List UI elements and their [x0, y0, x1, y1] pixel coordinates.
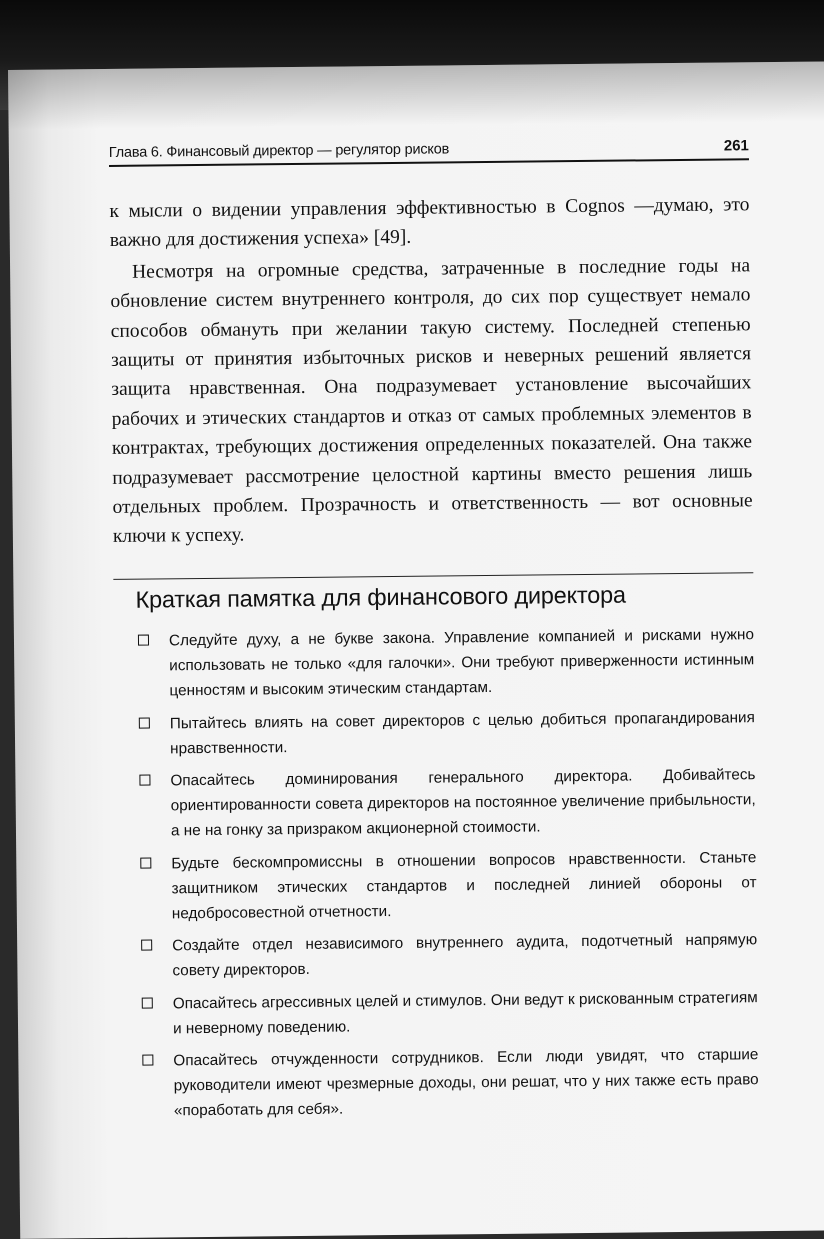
checkbox-icon: [142, 997, 153, 1008]
checkbox-icon: [139, 717, 150, 728]
page-shade: [8, 61, 824, 130]
checklist-item: [136, 622, 755, 704]
checkbox-icon: [138, 635, 149, 646]
checklist-item: [137, 762, 756, 844]
body-text: [109, 190, 753, 552]
checklist-item-text: Опасайтесь агрессивных целей и стимулов. Они ведут к рискованным стратегиям и неверному поведению.: [172, 988, 758, 1038]
paragraph: Несмотря на огромные средства, затраченные в последние годы на обновление систем внутреннего контроля, до сих пор существует немало способов обмануть при желании такую систему. Последней степенью защиты от принятия избыточных рисков и неверных решений является защита нравственная. Она подразумевает установление высочайших рабочих и этических стандартов и отказ от самых проблемных элементов в контрактах, требующих достижения определенных показателей. Она также подразумевает рассмотрение целостной картины вместо решения лишь отдельных проблем. Прозрачность и ответственность — вот основные ключи к успеху.: [110, 255, 753, 548]
section-title: Краткая памятка для финансового директора: [135, 581, 626, 613]
checklist-item-text: Следуйте духу, а не букве закона. Управление компанией и рисками нужно использовать не только «для галочки». Они требуют приверженности истинным ценностям и высоким этическим стандартам.: [168, 626, 755, 700]
checklist-item: [139, 927, 757, 984]
checkbox-icon: [139, 775, 150, 786]
checkbox-icon: [140, 857, 151, 868]
checkbox-icon: [141, 940, 152, 951]
checklist-item: [140, 1042, 759, 1124]
checklist: [136, 622, 759, 1131]
checklist-item-text: Будьте бескомпромиссны в отношении вопросов нравственности. Станьте защитником этических стандартов и последней линией обороны от недобросовестной отчетности.: [171, 848, 757, 923]
chapter-title: Глава 6. Финансовый директор — регулятор рисков: [108, 141, 450, 161]
checklist-item: [140, 985, 758, 1042]
page-number: 261: [723, 137, 749, 155]
section-divider: [113, 572, 753, 580]
checklist-item-text: Опасайтесь доминирования генерального директора. Добивайтесь ориентированности совета директоров на постоянное увеличение прибыльности, а не на гонку за призраком акционерной стоимости.: [170, 766, 756, 840]
checklist-item: [137, 705, 755, 762]
paragraph-continued: к мысли о видении управления эффективностью в Cognos —думаю, это важно для достижения успеха» [49].: [109, 194, 750, 252]
running-head: [109, 132, 749, 167]
checklist-item-text: Пытайтесь влиять на совет директоров с целью добиться пропагандирования нравственности.: [169, 708, 755, 758]
checklist-item-text: Создайте отдел независимого внутреннего аудита, подотчетный напрямую совету директоров.: [172, 931, 758, 980]
checkbox-icon: [142, 1055, 153, 1066]
book-page: [8, 61, 824, 1238]
checklist-item-text: Опасайтесь отчужденности сотрудников. Если люди увидят, что старшие руководители имеют чрезмерные доходы, они решат, что у них также есть право «поработать для себя».: [173, 1046, 759, 1120]
checklist-item: [138, 845, 757, 927]
